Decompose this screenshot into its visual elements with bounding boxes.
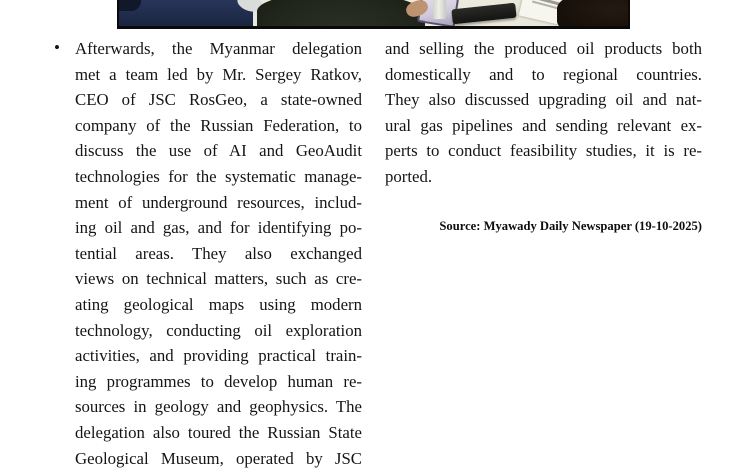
photo-dark-suit-person [257, 0, 425, 29]
article-line: sources in geology and geophysics. The [75, 394, 362, 420]
article-line: domestically and to regional countries. [385, 62, 702, 88]
article-line: ing oil and gas, and for identifying po- [75, 215, 362, 241]
article-line: CEO of JSC RosGeo, a state-owned [75, 87, 362, 113]
article-line: delegation also toured the Russian State [75, 420, 362, 446]
article-line: views on technical matters, such as cre- [75, 266, 362, 292]
article-line: ating geological maps using modern [75, 292, 362, 318]
article-line: and selling the produced oil products both [385, 36, 702, 62]
article-line: met a team led by Mr. Sergey Ratkov, [75, 62, 362, 88]
source-attribution: Source: Myawady Daily Newspaper (19-10-2025) [385, 218, 702, 234]
article-line: ing programmes to develop human re- [75, 369, 362, 395]
meeting-photo [117, 0, 630, 29]
article-line: perts to conduct feasibility studies, it is re- [385, 138, 702, 164]
bullet-marker: • [54, 35, 60, 61]
article-line: Geological Museum, operated by JSC [75, 446, 362, 471]
article-line: They also discussed upgrading oil and nat- [385, 87, 702, 113]
article-line: Afterwards, the Myanmar delegation [75, 36, 362, 62]
article-line: ported. [385, 164, 702, 190]
article-line: ural gas pipelines and sending relevant ex- [385, 113, 702, 139]
article-line: technologies for the systematic manage- [75, 164, 362, 190]
photo-person-hair [557, 0, 630, 29]
article-line: ment of underground resources, includ- [75, 190, 362, 216]
photo-drinking-glass [433, 0, 446, 19]
article-line: activities, and providing practical train- [75, 343, 362, 369]
article-line: tential areas. They also exchanged [75, 241, 362, 267]
article-line: company of the Russian Federation, to [75, 113, 362, 139]
article-left-column [75, 36, 362, 471]
photo-phone-on-table [451, 3, 516, 25]
article-line: discuss the use of AI and GeoAudit [75, 138, 362, 164]
article-line: technology, conducting oil exploration [75, 318, 362, 344]
article-right-column [385, 36, 702, 190]
